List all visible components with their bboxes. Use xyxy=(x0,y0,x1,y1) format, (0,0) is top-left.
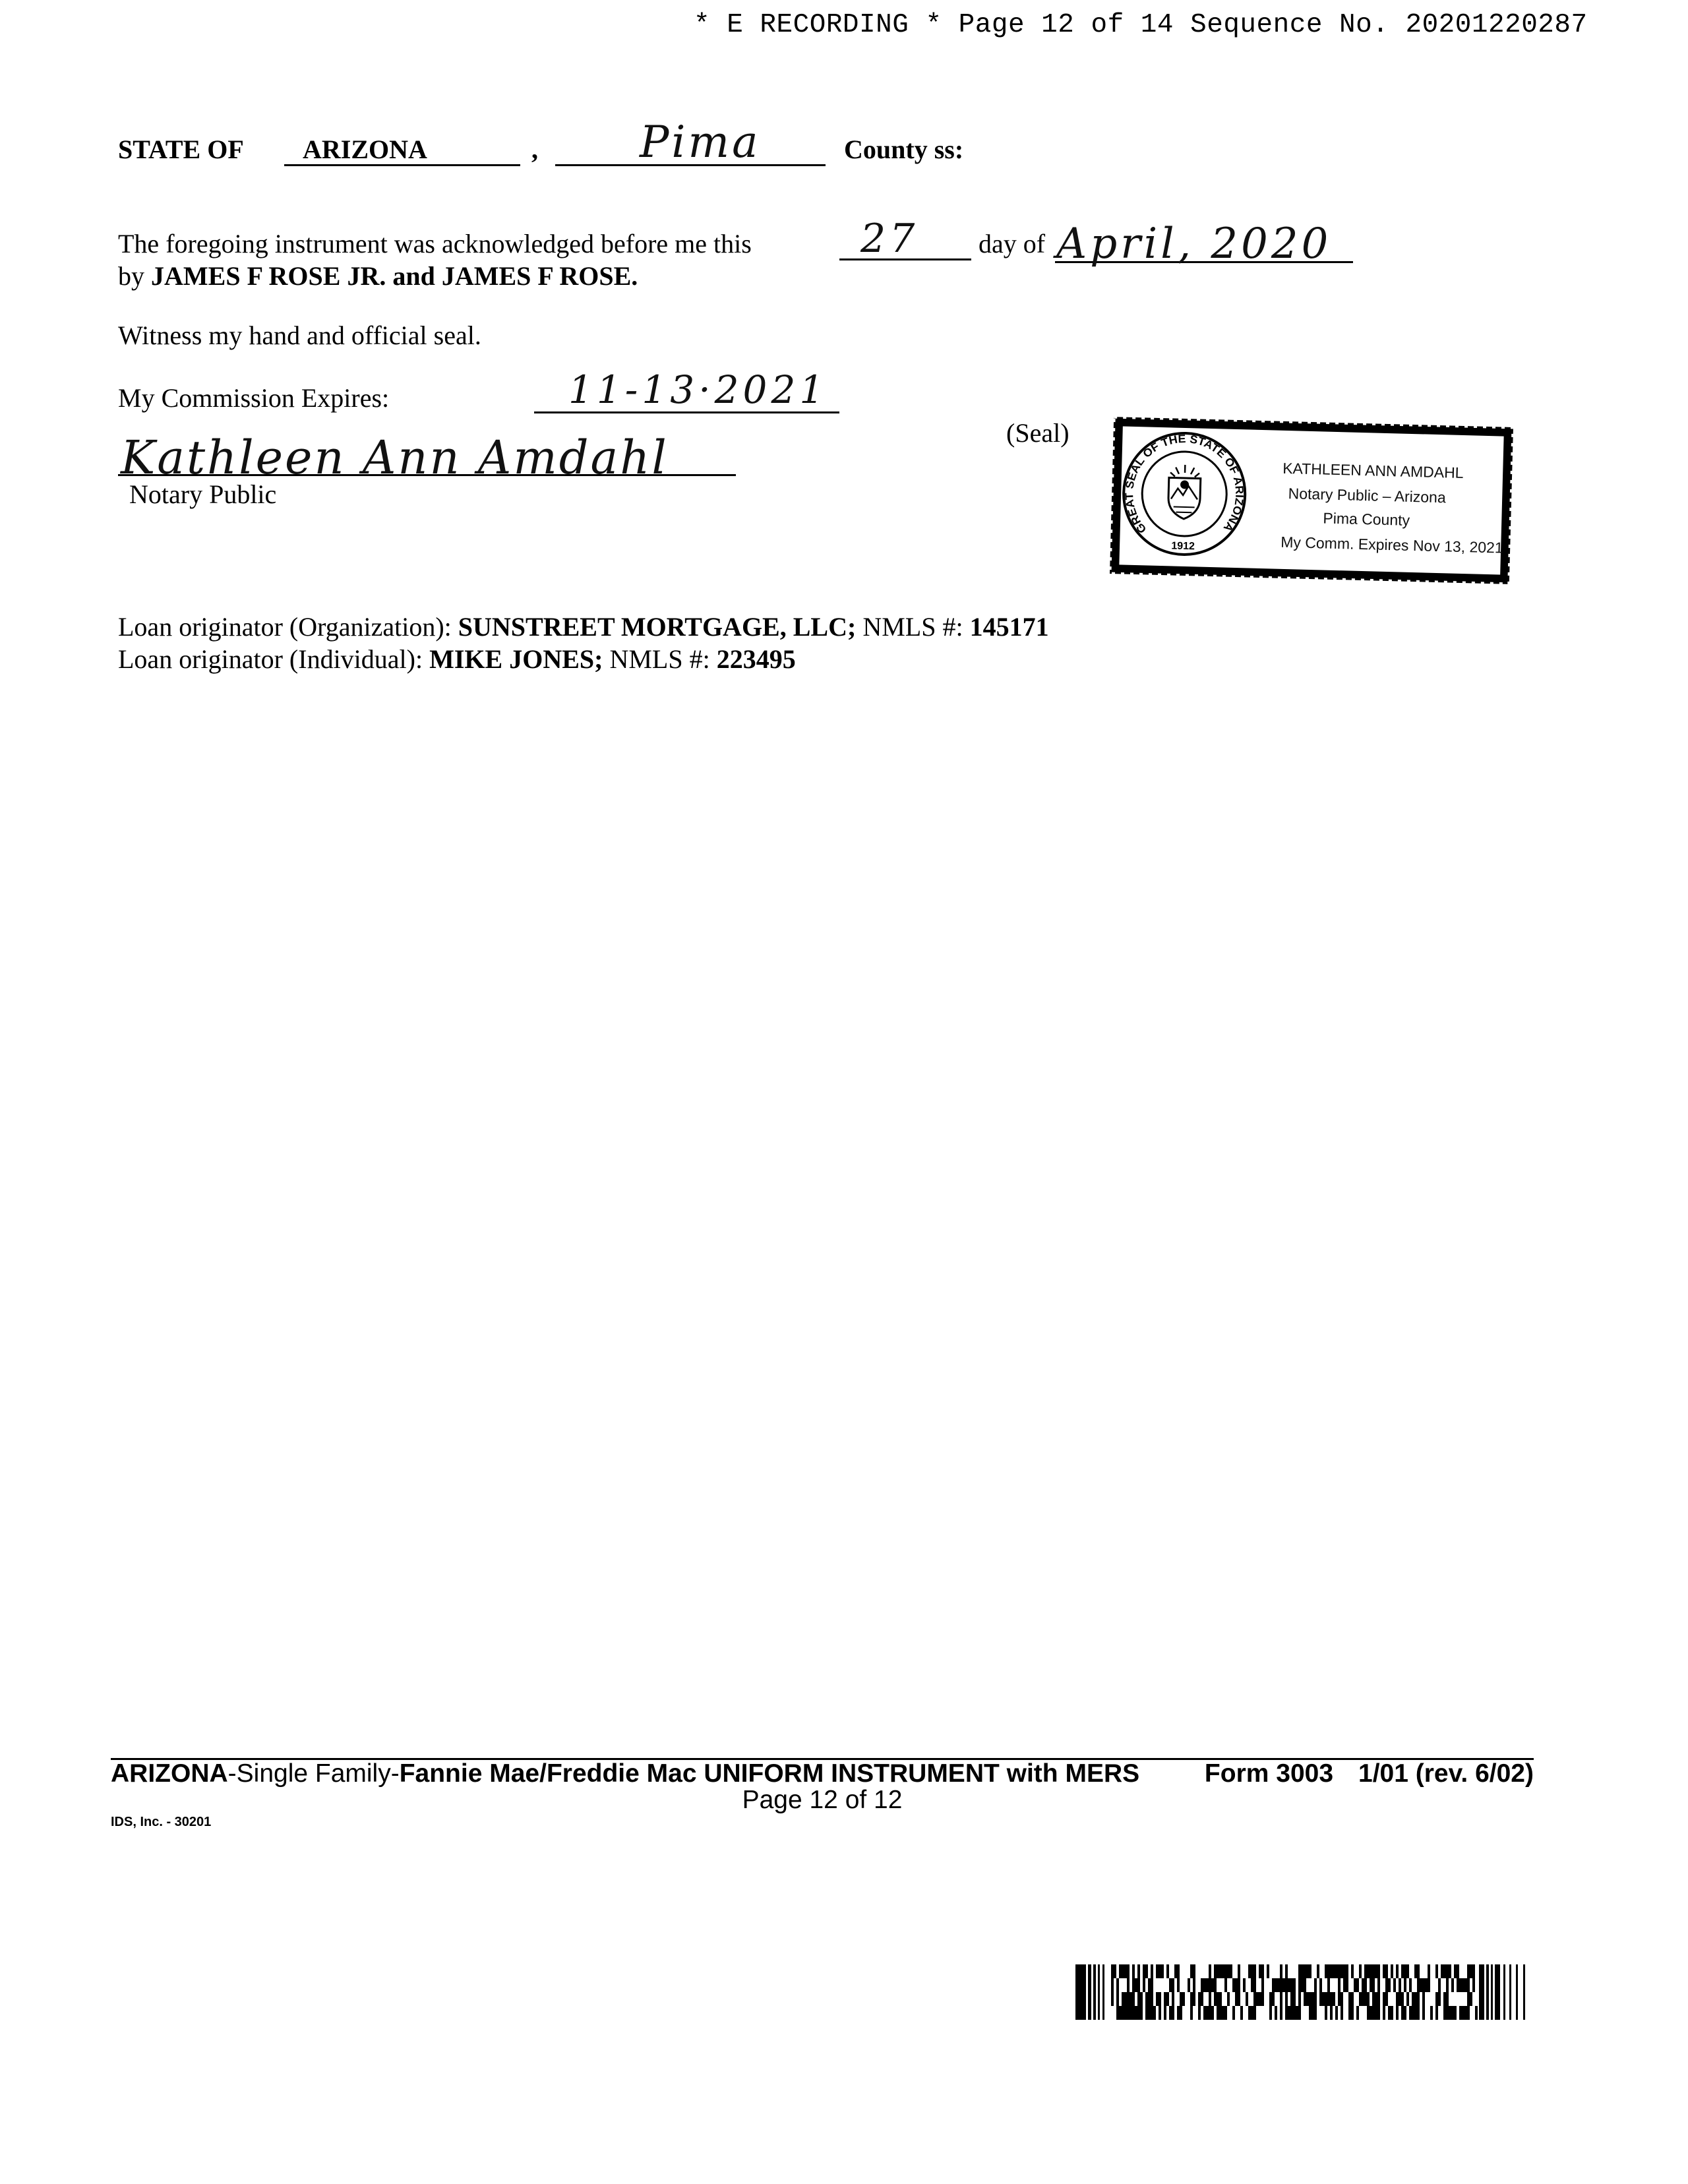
barcode-bar xyxy=(1401,1964,1409,1978)
form-title xyxy=(111,1759,1139,1788)
barcode-bar xyxy=(1267,1964,1269,1978)
barcode-bar xyxy=(1102,1964,1104,2020)
form-footer xyxy=(111,1759,1534,1788)
barcode-bar xyxy=(1388,2006,1393,2020)
barcode-bar xyxy=(1232,2006,1235,2020)
barcode-bar xyxy=(1309,2006,1317,2020)
loan-originator-organization xyxy=(118,611,1049,643)
barcode-bar xyxy=(1143,1978,1145,1992)
barcode-bar xyxy=(1172,1992,1174,2006)
barcode-bar xyxy=(1227,1992,1230,2006)
county-value-handwritten: Pima xyxy=(640,117,761,167)
barcode-bar xyxy=(1198,1992,1203,2006)
barcode-bar xyxy=(1393,1978,1396,1992)
barcode-bar xyxy=(1272,1978,1296,1992)
barcode-bar xyxy=(1459,2006,1470,2020)
barcode-bar xyxy=(1412,1992,1420,2006)
barcode-bar xyxy=(1298,1978,1306,1992)
barcode-bar xyxy=(1399,1978,1401,1992)
barcode-bar xyxy=(1298,1964,1311,1978)
barcode-bar xyxy=(1093,1964,1096,2020)
barcode-bar xyxy=(1174,1964,1180,1978)
notary-public-label: Notary Public xyxy=(129,479,277,509)
barcode-bar xyxy=(1132,1978,1140,1992)
day-field xyxy=(839,216,971,262)
barcode-bar xyxy=(1248,2006,1256,2020)
barcode-bar xyxy=(1359,1992,1370,2006)
barcode-bar xyxy=(1156,1992,1161,2006)
barcode-bar xyxy=(1396,1992,1404,2006)
state-value: ARIZONA xyxy=(303,135,427,164)
barcode-bar xyxy=(1319,1978,1322,1992)
barcode-bar xyxy=(1317,1964,1319,1978)
barcode-bar xyxy=(1330,2006,1333,2020)
barcode-bar xyxy=(1364,1964,1380,1978)
month-year-handwritten: April, 2020 xyxy=(1056,220,1332,268)
barcode-bar xyxy=(1446,1978,1449,1992)
barcode-bar xyxy=(1338,1992,1343,2006)
barcode-bar xyxy=(1248,1964,1256,1978)
notary-signature-line xyxy=(118,419,736,485)
barcode-bar xyxy=(1367,2006,1380,2020)
acknowledgment-by-line xyxy=(118,260,638,292)
seal-year: 1912 xyxy=(1171,540,1195,553)
barcode-bar xyxy=(1417,1978,1430,1992)
acknowledging-parties: JAMES F ROSE JR. and JAMES F ROSE. xyxy=(151,261,638,291)
barcode-bar xyxy=(1359,1964,1362,1978)
barcode-bar xyxy=(1338,1978,1341,1992)
form-title-type: -Single Family- xyxy=(227,1759,400,1788)
day-of-label: day of xyxy=(979,229,1046,258)
barcode-bar xyxy=(1428,1964,1430,1978)
form-identifier xyxy=(1205,1759,1534,1788)
barcode-bar xyxy=(1325,2006,1327,2020)
barcode-bar xyxy=(1238,1964,1240,1978)
barcode-bar xyxy=(1190,1964,1195,1978)
nmls-number: 223495 xyxy=(716,644,796,674)
barcode-bar xyxy=(1467,1992,1472,2006)
barcode-bar xyxy=(1391,1964,1393,1978)
barcode-bar xyxy=(1088,1964,1091,2020)
barcode-bar xyxy=(1111,1992,1114,2006)
page-number: Page 12 of 12 xyxy=(742,1786,903,1814)
barcode-bar xyxy=(1314,1978,1317,1992)
barcode-bar xyxy=(1475,2006,1478,2020)
barcode-bar xyxy=(1169,2006,1174,2020)
barcode-bar xyxy=(1116,2006,1143,2020)
barcode-bar xyxy=(1298,1992,1301,2006)
barcode-bar xyxy=(1098,1964,1100,2020)
barcode-bar xyxy=(1438,1978,1441,1992)
barcode-bar xyxy=(1275,2006,1277,2020)
barcode-bar xyxy=(1414,1964,1420,1978)
barcode-bar xyxy=(1285,1992,1288,2006)
barcode-bar xyxy=(1180,1992,1185,2006)
barcode-bar xyxy=(1435,1964,1438,1978)
barcode-bar xyxy=(1240,2006,1243,2020)
barcode-bar xyxy=(1354,1978,1359,1992)
barcode-bar xyxy=(1348,2006,1354,2020)
vendor-code: IDS, Inc. - 30201 xyxy=(111,1815,212,1829)
barcode-bar xyxy=(1164,1992,1169,2006)
form-title-state: ARIZONA xyxy=(111,1759,228,1788)
barcode-bar xyxy=(1261,1978,1264,1992)
stamp-notary-title: Notary Public – Arizona xyxy=(1288,485,1447,506)
barcode-bar xyxy=(1190,1992,1195,2006)
barcode-bar xyxy=(1119,1964,1130,1978)
state-of-label: STATE OF xyxy=(118,135,244,164)
barcode-bar xyxy=(1356,2006,1359,2020)
barcode-bar xyxy=(1132,1964,1135,1978)
barcode-bar xyxy=(1145,2006,1156,2020)
barcode-bar xyxy=(1396,1964,1399,1978)
barcode-bar xyxy=(1495,1964,1500,2020)
barcode-bar xyxy=(1111,1978,1114,1992)
barcode-bar xyxy=(1198,2006,1201,2020)
barcode-bar xyxy=(1479,1964,1484,2020)
barcode-bar xyxy=(1435,1992,1441,2006)
barcode-bar xyxy=(1285,2006,1301,2020)
barcode-bar xyxy=(1486,1964,1489,2020)
barcode-bar xyxy=(1441,1964,1451,1978)
barcode-bar xyxy=(1259,1964,1264,1978)
barcode-bar xyxy=(1372,1992,1380,2006)
barcode-bar xyxy=(1145,1992,1153,2006)
barcode-bar xyxy=(1457,1978,1470,1992)
barcode-bar xyxy=(1335,2006,1338,2020)
barcode-bar xyxy=(1075,1964,1086,2020)
barcode-bar xyxy=(1177,2006,1182,2020)
barcode-bar xyxy=(1383,1992,1388,2006)
witness-line: Witness my hand and official seal. xyxy=(118,320,481,350)
venue-separator: , xyxy=(531,135,538,164)
barcode-bar xyxy=(1214,1964,1232,1978)
barcode-bar xyxy=(1422,2006,1425,2020)
notary-seal-stamp xyxy=(1108,415,1515,586)
barcode-bar xyxy=(1253,1992,1264,2006)
barcode-bar xyxy=(1377,1978,1380,1992)
commission-expires-label: My Commission Expires: xyxy=(118,383,390,413)
barcode-bar xyxy=(1409,1978,1412,1992)
acknowledgment-intro: The foregoing instrument was acknowledged before me this xyxy=(118,229,752,258)
barcode-bar xyxy=(1383,1964,1388,1978)
barcode-bar xyxy=(1116,1978,1119,1992)
barcode-bar xyxy=(1509,1964,1511,2020)
barcode-bar xyxy=(1422,1992,1425,2006)
barcode-bar xyxy=(1409,2006,1420,2020)
nmls-label: NMLS #: xyxy=(609,644,710,674)
barcode-bar xyxy=(1235,1992,1240,2006)
barcode-bar xyxy=(1385,1978,1391,1992)
barcode-bar xyxy=(1472,1978,1475,1992)
barcode-bar xyxy=(1383,2006,1385,2020)
barcode-bar xyxy=(1401,2006,1406,2020)
barcode-bar xyxy=(1190,2006,1193,2020)
barcode-bar xyxy=(1523,1964,1525,2020)
notary-signature: Kathleen Ann Amdahl xyxy=(121,431,669,485)
barcode-bar xyxy=(1137,1992,1143,2006)
barcode-bar xyxy=(1404,1978,1406,1992)
barcode-bar xyxy=(1151,1964,1153,1978)
barcode-bar xyxy=(1443,1992,1449,2006)
barcode-bar xyxy=(1246,1992,1248,2006)
barcode-bar xyxy=(1203,2006,1214,2020)
barcode-bar xyxy=(1201,1978,1217,1992)
barcode-bar xyxy=(1280,1992,1282,2006)
stamp-commission-expires: My Comm. Expires Nov 13, 2021 xyxy=(1280,533,1504,557)
barcode-bar xyxy=(1396,2006,1399,2020)
barcode-bar xyxy=(1290,1992,1296,2006)
barcode-bar xyxy=(1232,1978,1240,1992)
nmls-number: 145171 xyxy=(969,612,1049,642)
loan-originator-label: Loan originator (Organization): xyxy=(118,612,452,642)
seal-ring-text: GREAT SEAL OF THE STATE OF ARIZONA xyxy=(1123,432,1246,536)
county-field xyxy=(555,117,826,167)
form-number: Form 3003 xyxy=(1204,1759,1334,1788)
state-field xyxy=(284,134,520,166)
barcode-bar xyxy=(1143,1964,1148,1978)
barcode-bar xyxy=(1319,1992,1335,2006)
barcode-bar xyxy=(1251,1978,1256,1992)
barcode-bar xyxy=(1217,2006,1227,2020)
commission-expires-handwritten: 11-13·2021 xyxy=(568,367,828,412)
barcode-bar xyxy=(1166,1964,1169,1978)
barcode-bar xyxy=(1156,1964,1164,1978)
barcode-bar xyxy=(1159,2006,1161,2020)
by-label: by xyxy=(118,261,144,291)
barcode-bar xyxy=(1348,1992,1354,2006)
loan-originator-label: Loan originator (Individual): xyxy=(118,644,423,674)
barcode-bar xyxy=(1148,1978,1153,1992)
barcode-bar xyxy=(1491,1964,1493,2020)
barcode-bar xyxy=(1516,1964,1518,2020)
barcode-bar xyxy=(1451,1978,1454,1992)
form-title-instrument: Fannie Mae/Freddie Mac UNIFORM INSTRUMENT with MERS xyxy=(399,1759,1140,1788)
day-value-handwritten: 27 xyxy=(860,216,919,262)
county-ss-label: County ss: xyxy=(844,135,964,164)
barcode-bar xyxy=(1177,1978,1180,1992)
barcode-bar xyxy=(1243,1978,1246,1992)
barcode-bar xyxy=(1280,1964,1282,1978)
barcode-bar xyxy=(1169,1978,1174,1992)
barcode-bar xyxy=(1164,2006,1166,2020)
barcode xyxy=(1075,1964,1527,2020)
barcode-bar xyxy=(1443,2006,1457,2020)
barcode-bar xyxy=(1214,1992,1222,2006)
barcode-bar xyxy=(1122,1992,1135,2006)
barcode-bar xyxy=(1430,2006,1433,2020)
barcode-bar xyxy=(1285,1964,1288,1978)
loan-originator-name: MIKE JONES; xyxy=(429,644,603,674)
barcode-bar xyxy=(1304,1992,1317,2006)
barcode-bar xyxy=(1224,1978,1227,1992)
barcode-bar xyxy=(1325,1964,1348,1978)
stamp-notary-name: KATHLEEN ANN AMDAHL xyxy=(1282,459,1464,482)
barcode-bar xyxy=(1454,1964,1459,1978)
barcode-bar xyxy=(1193,1978,1195,1992)
barcode-bar xyxy=(1127,1978,1130,1992)
barcode-bar xyxy=(1341,2006,1343,2020)
barcode-bar xyxy=(1269,2006,1272,2020)
barcode-bar xyxy=(1116,1992,1119,2006)
barcode-bar xyxy=(1137,1964,1140,1978)
barcode-bar xyxy=(1503,1964,1505,2020)
barcode-bar xyxy=(1435,2006,1438,2020)
barcode-bar xyxy=(1467,1964,1475,1978)
stamp-county: Pima County xyxy=(1323,509,1410,529)
barcode-bar xyxy=(1209,1992,1211,2006)
barcode-bar xyxy=(1209,1964,1211,1978)
month-year-field xyxy=(1055,220,1353,268)
barcode-bar xyxy=(1362,1978,1367,1992)
barcode-bar xyxy=(1406,1992,1409,2006)
loan-originator-name: SUNSTREET MORTGAGE, LLC; xyxy=(458,612,857,642)
great-seal-of-arizona xyxy=(1122,431,1248,556)
seal-label: (Seal) xyxy=(1006,418,1070,448)
barcode-bar xyxy=(1343,1978,1348,1992)
barcode-bar xyxy=(1370,1978,1375,1992)
loan-originator-individual xyxy=(118,644,796,675)
recording-header: * E RECORDING * Page 12 of 14 Sequence No. 20201220287 xyxy=(694,10,1588,40)
nmls-label: NMLS #: xyxy=(862,612,963,642)
barcode-bar xyxy=(1188,1978,1190,1992)
form-version: 1/01 (rev. 6/02) xyxy=(1358,1759,1534,1788)
barcode-bar xyxy=(1327,1978,1330,1992)
commission-expires-field xyxy=(534,367,839,413)
barcode-bar xyxy=(1280,2006,1282,2020)
barcode-bar xyxy=(1351,1964,1354,1978)
barcode-bar xyxy=(1269,1992,1275,2006)
barcode-bar xyxy=(1111,1964,1116,1978)
